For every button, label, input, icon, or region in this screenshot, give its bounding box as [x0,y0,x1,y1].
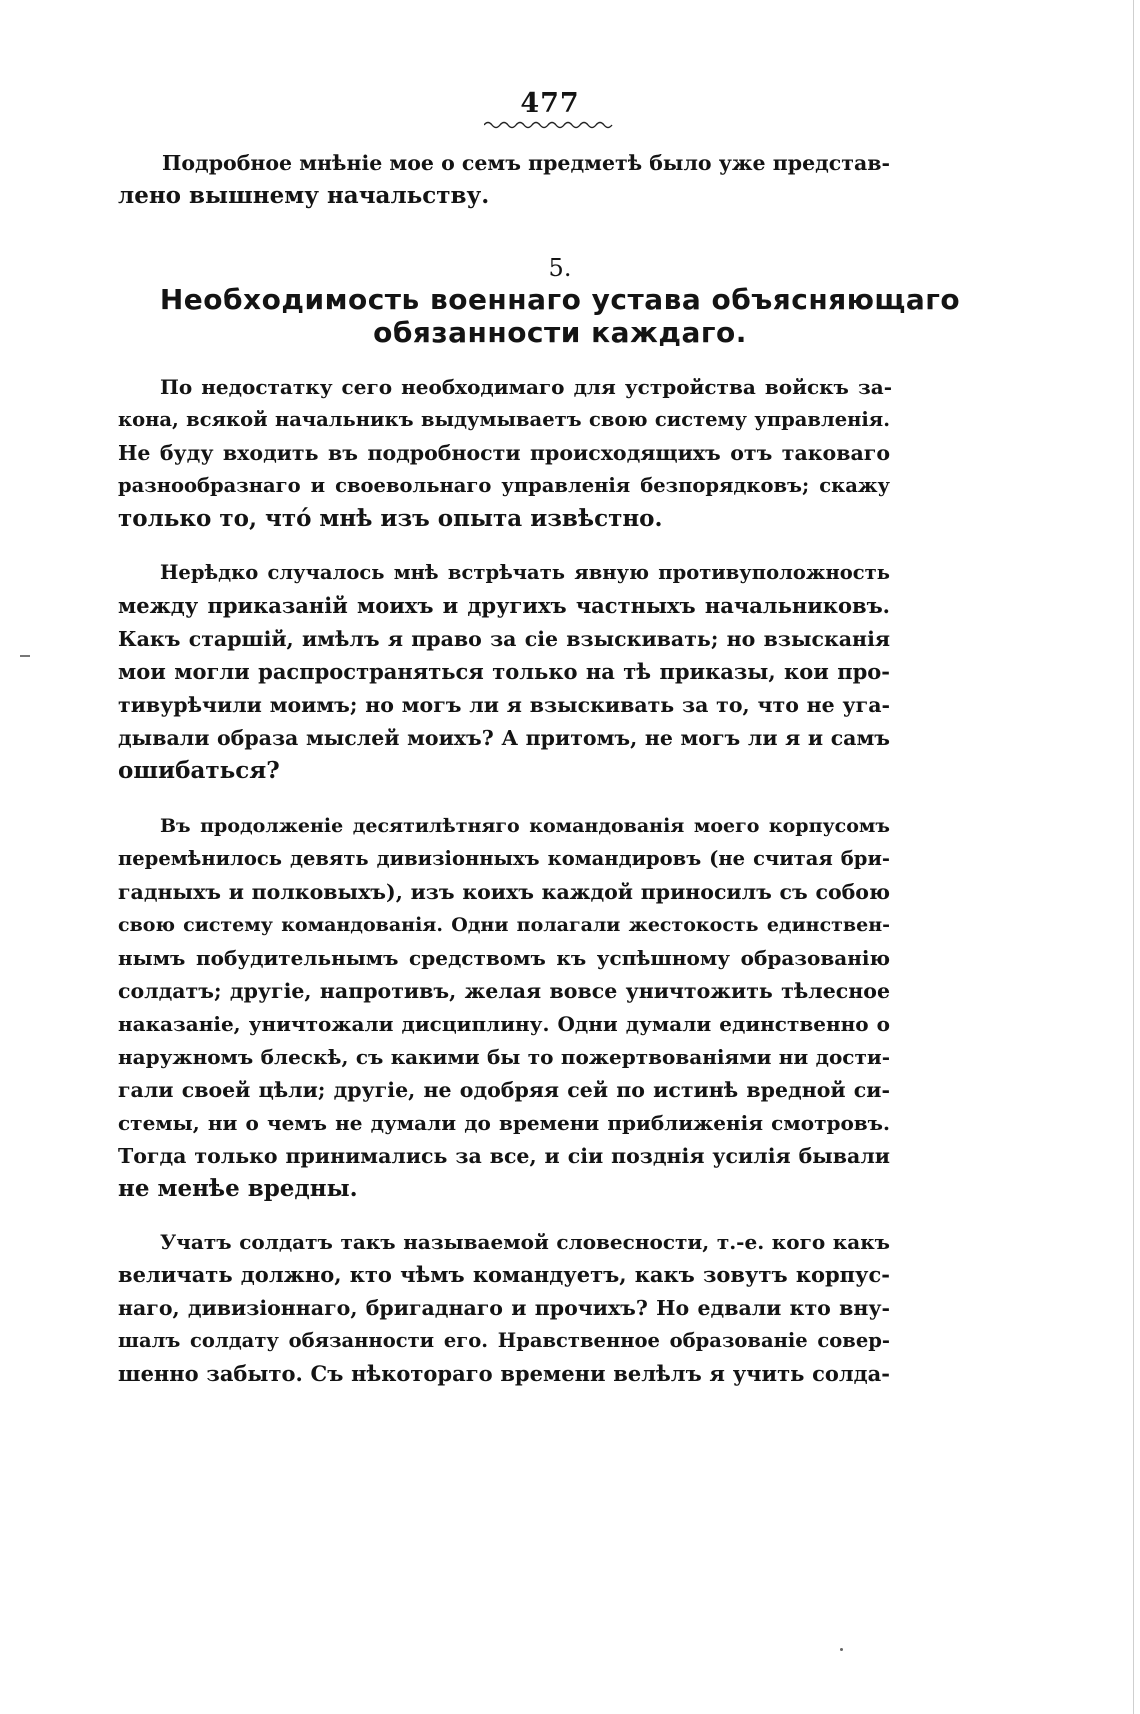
paragraph-3-line: солдатъ; другіе, напротивъ, желая вовсе уничтожить тѣлесное [118,979,890,1003]
paragraph-3-line: Тогда только принимались за все, и сіи позднія усилія бывали [118,1144,890,1168]
paragraph-1-line: Не буду входить въ подробности происходящихъ отъ таковаго [118,441,890,465]
section-title-line: Необходимость военнаго устава объясняющаго [159,283,961,316]
page-number-ornament [484,120,614,130]
section-number: 5. [548,254,572,282]
margin-mark [20,655,30,657]
paragraph-2-line: ошибаться? [118,757,280,784]
page-number: 477 [520,88,580,119]
page-edge [1133,0,1134,1714]
section-title-line: обязанности каждаго. [373,316,747,349]
paragraph-3-line: стемы, ни о чемъ не думали до времени приближенія смотровъ. [118,1111,890,1135]
paragraph-3-line: Въ продолженіе десятилѣтняго командованія моего корпусомъ [160,815,890,837]
paragraph-3-line: гали своей цѣли; другіе, не одобряя сей по истинѣ вредной си- [118,1078,890,1102]
paragraph-3-line: наказаніе, уничтожали дисциплину. Одни думали единственно о [118,1012,890,1036]
paragraph-2-line: мои могли распространяться только на тѣ приказы, кои про- [118,659,890,684]
paragraph-1-line: только то, чтó мнѣ изъ опыта извѣстно. [118,505,663,532]
paragraph-4-line: величать должно, кто чѣмъ командуетъ, какъ зовутъ корпус- [118,1262,890,1287]
paragraph-4-line: наго, дивизіоннаго, бригаднаго и прочихъ? Но едвали кто вну- [118,1296,890,1320]
paragraph-3-line: не менѣе вредны. [118,1175,358,1202]
paragraph-2-line: между приказаній моихъ и другихъ частныхъ начальниковъ. [118,593,890,618]
paragraph-3-line: нымъ побудительнымъ средствомъ къ успѣшному образованію [118,946,890,970]
paragraph-2-line: тивурѣчили моимъ; но могъ ли я взыскивать за то, что не уга- [118,693,890,717]
paragraph-1-line: разнообразнаго и своевольнаго управленія безпорядковъ; скажу [118,474,890,497]
paragraph-3-line: перемѣнилось девять дивизіонныхъ командировъ (не считая бри- [118,847,890,870]
paragraph-2-line: дывали образа мыслей моихъ? А притомъ, не могъ ли я и самъ [118,726,890,750]
paragraph-4-line: шалъ солдату обязанности его. Нравственное образованіе совер- [118,1329,890,1352]
paragraph-1-line: По недостатку сего необходимаго для устройства войскъ за- [160,375,892,399]
intro-line: лено вышнему начальству. [118,182,490,209]
paragraph-3-line: свою систему командованія. Одни полагали жестокость единствен- [118,914,890,936]
paragraph-4-line: шенно забыто. Съ нѣкотораго времени велѣлъ я учить солда- [118,1361,890,1386]
paragraph-1-line: кона, всякой начальникъ выдумываетъ свою систему управленія. [118,408,890,431]
intro-line: Подробное мнѣніе мое о семъ предметѣ было уже представ- [162,151,891,175]
paragraph-3-line: гадныхъ и полковыхъ), изъ коихъ каждой приносилъ съ собою [118,880,890,904]
paragraph-2-line: Нерѣдко случалось мнѣ встрѣчать явную противуположность [160,561,890,584]
paragraph-3-line: наружномъ блескѣ, съ какими бы то пожертвованіями ни дости- [118,1045,890,1069]
stray-mark [840,1648,843,1651]
paragraph-4-line: Учатъ солдатъ такъ называемой словесности, т.-е. кого какъ [160,1230,890,1254]
paragraph-2-line: Какъ старшій, имѣлъ я право за сіе взыскивать; но взысканія [118,627,890,651]
